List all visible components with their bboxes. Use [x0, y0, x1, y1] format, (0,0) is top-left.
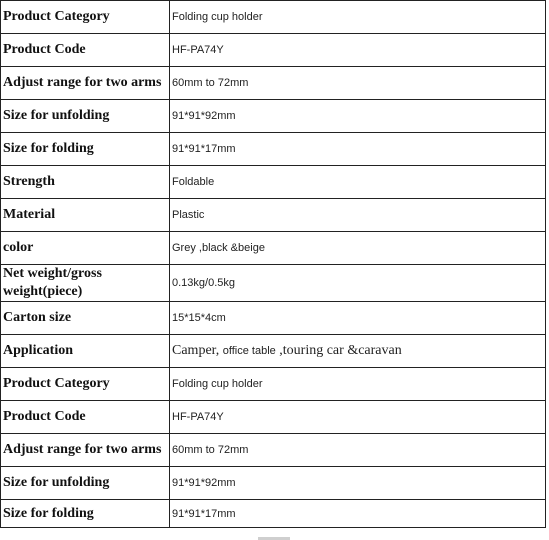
application-part-3: ,touring car &caravan — [275, 343, 402, 358]
table-row — [1, 232, 546, 265]
row-label: Carton size — [1, 302, 170, 335]
row-value: 91*91*17mm — [170, 133, 546, 166]
row-value: 0.13kg/0.5kg — [170, 265, 546, 302]
application-part-1: Camper, — [172, 343, 223, 358]
row-label: Product Category — [1, 368, 170, 401]
table-row — [1, 401, 546, 434]
table-row — [1, 199, 546, 232]
table-row — [1, 500, 546, 528]
row-label: Adjust range for two arms — [1, 67, 170, 100]
table-row — [1, 467, 546, 500]
row-value: Grey ,black &beige — [170, 232, 546, 265]
table-row — [1, 265, 546, 302]
row-value: 91*91*17mm — [170, 500, 546, 528]
application-part-2: office table — [222, 345, 276, 357]
row-value — [170, 335, 546, 368]
row-label: Material — [1, 199, 170, 232]
row-value: 91*91*92mm — [170, 467, 546, 500]
table-row — [1, 133, 546, 166]
row-label: Product Category — [1, 1, 170, 34]
table-row — [1, 302, 546, 335]
row-label: Size for folding — [1, 133, 170, 166]
row-label: Net weight/gross weight(piece) — [1, 265, 170, 302]
row-value: 60mm to 72mm — [170, 434, 546, 467]
row-value: Folding cup holder — [170, 1, 546, 34]
row-label: Size for unfolding — [1, 100, 170, 133]
row-value: Foldable — [170, 166, 546, 199]
row-label: color — [1, 232, 170, 265]
table-row — [1, 368, 546, 401]
row-value: 15*15*4cm — [170, 302, 546, 335]
table-row — [1, 34, 546, 67]
row-value: Plastic — [170, 199, 546, 232]
row-label: Product Code — [1, 34, 170, 67]
row-label: Product Code — [1, 401, 170, 434]
row-label: Size for folding — [1, 500, 170, 528]
row-label: Size for unfolding — [1, 467, 170, 500]
row-value: 60mm to 72mm — [170, 67, 546, 100]
table-row — [1, 434, 546, 467]
row-value: 91*91*92mm — [170, 100, 546, 133]
table-row — [1, 100, 546, 133]
row-label: Strength — [1, 166, 170, 199]
row-value: HF-PA74Y — [170, 401, 546, 434]
table-row — [1, 166, 546, 199]
table-row — [1, 67, 546, 100]
row-label: Application — [1, 335, 170, 368]
table-row — [1, 1, 546, 34]
row-value: HF-PA74Y — [170, 34, 546, 67]
row-label: Adjust range for two arms — [1, 434, 170, 467]
row-value: Folding cup holder — [170, 368, 546, 401]
table-row — [1, 335, 546, 368]
